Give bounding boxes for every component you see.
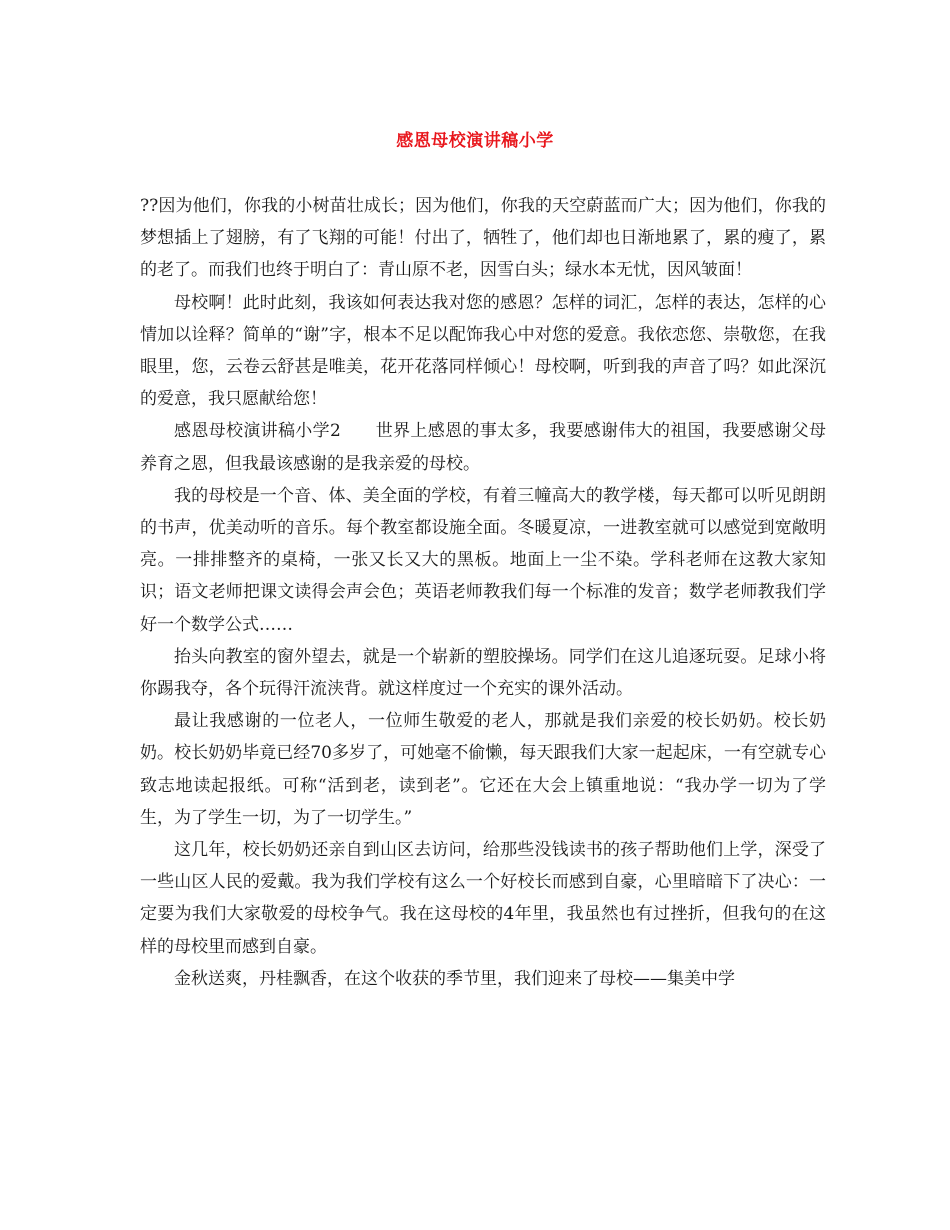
paragraph-6: 最让我感谢的一位老人，一位师生敬爱的老人，那就是我们亲爱的校长奶奶。校长奶奶。校长奶奶毕竟已经70多岁了，可她毫不偷懒，每天跟我们大家一起起床，一有空就专心致志地读起报纸。可称“活到老，读到老”。它还在大会上镇重地说：“我办学一切为了学生，为了学生一切，为了一切学生。”: [140, 711, 826, 828]
paragraph-2: 母校啊！此时此刻，我该如何表达我对您的感恩？怎样的词汇，怎样的表达，怎样的心情加以诠释？简单的“谢”字，根本不足以配饰我心中对您的爱意。我依恋您、崇敬您，在我眼里，您，云卷云舒甚是唯美，花开花落同样倾心！母校啊，听到我的声音了吗？如此深沉的爱意，我只愿献给您！: [140, 292, 826, 410]
paragraph-8: 金秋送爽，丹桂飘香，在这个收获的季节里，我们迎来了母校——集美中学: [174, 968, 735, 989]
paragraph-4: 我的母校是一个音、体、美全面的学校，有着三幢高大的教学楼，每天都可以听见朗朗的书声，优美动听的音乐。每个教室都设施全面。冬暖夏凉，一进教室就可以感觉到宽敞明亮。一排排整齐的桌椅，一张又长又大的黑板。地面上一尘不染。学科老师在这教大家知识；语文老师把课文读得会声会色；英语老师教我们每一个标准的发音；数学老师教我们学好一个数学公式……: [140, 485, 826, 635]
paragraph-5: 抬头向教室的窗外望去，就是一个崭新的塑胶操场。同学们在这儿追逐玩耍。足球小将你踢我夺，各个玩得汗流浃背。就这样度过一个充实的课外活动。: [140, 646, 826, 700]
paragraph-1: ??因为他们，你我的小树苗壮成长；因为他们，你我的天空蔚蓝而广大；因为他们，你我的梦想插上了翅膀，有了飞翔的可能！付出了，牺牲了，他们却也日渐地累了，累的瘦了，累的老了。而我们也终于明白了：青山原不老，因雪白头；绿水本无忧，因风皱面！: [140, 196, 826, 281]
paragraph-3: 感恩母校演讲稿小学2 世界上感恩的事太多，我要感谢伟大的祖国，我要感谢父母养育之恩，但我最该感谢的是我亲爱的母校。: [140, 421, 826, 474]
document-body: [140, 190, 826, 995]
paragraph-7: 这几年，校长奶奶还亲自到山区去访问，给那些没钱读书的孩子帮助他们上学，深受了一些山区人民的爱戴。我为我们学校有这么一个好校长而感到自豪，心里暗暗下了决心：一定要为我们大家敬爱的母校争气。我在这母校的4年里，我虽然也有过挫折，但我句的在这样的母校里而感到自豪。: [140, 840, 826, 957]
document-title: 感恩母校演讲稿小学: [396, 131, 554, 151]
